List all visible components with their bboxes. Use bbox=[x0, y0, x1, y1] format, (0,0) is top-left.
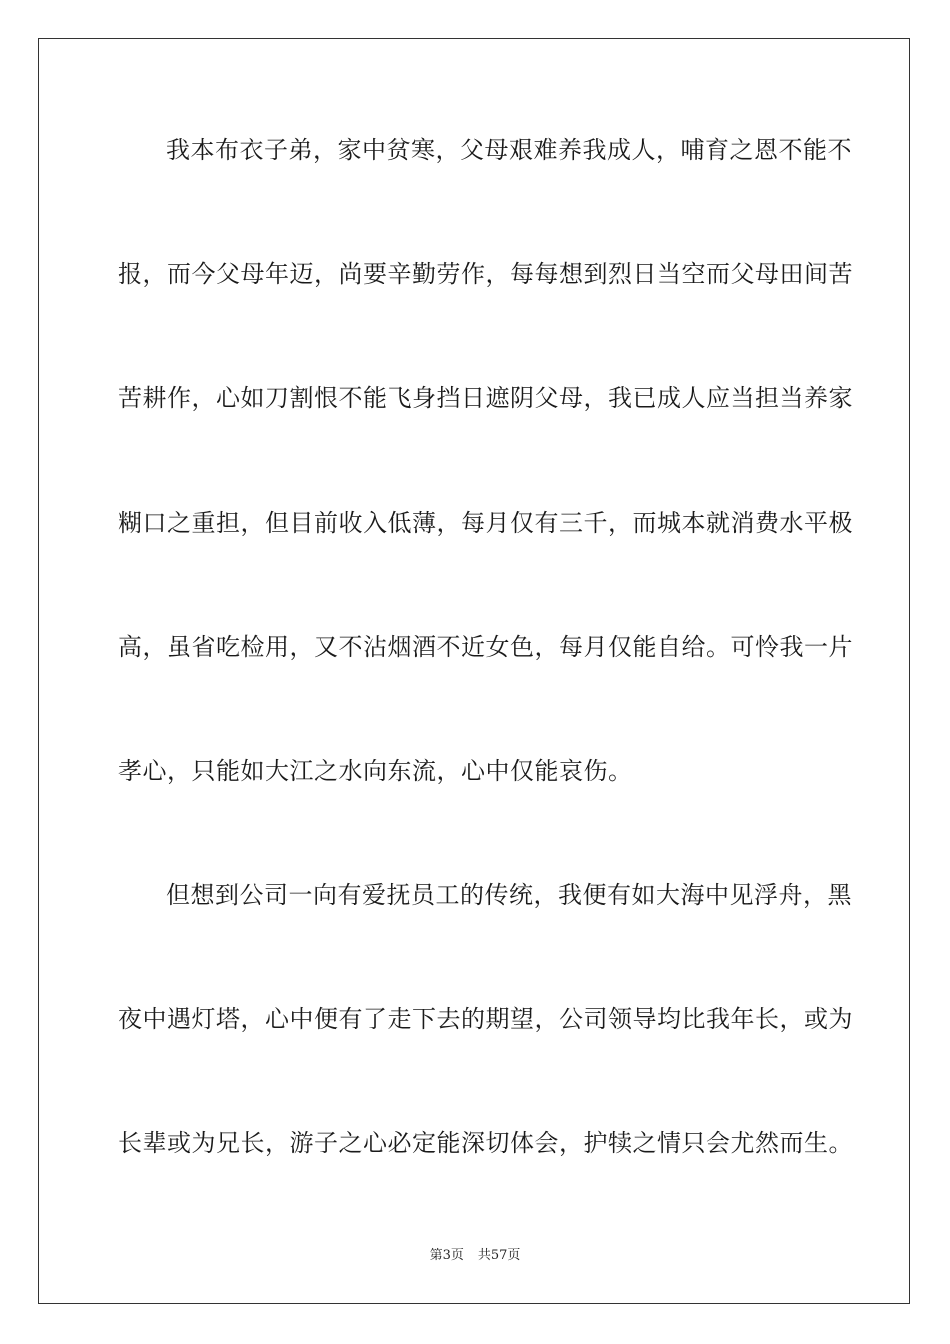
current-page-number: 第3页 bbox=[429, 1248, 464, 1263]
paragraph-2-line-3: 长辈或为兄长，游子之心必定能深切体会，护犊之情只会尤然而生。 bbox=[118, 1129, 853, 1157]
paragraph-1-line-1: 我本布衣子弟，家中贫寒，父母艰难养我成人，哺育之恩不能不 bbox=[166, 136, 852, 164]
page-border bbox=[38, 38, 910, 1304]
total-page-count: 共57页 bbox=[477, 1248, 521, 1263]
page-footer bbox=[0, 1247, 950, 1265]
paragraph-1-line-3: 苦耕作，心如刀割恨不能飞身挡日遮阴父母，我已成人应当担当养家 bbox=[118, 384, 853, 412]
paragraph-2-line-2: 夜中遇灯塔，心中便有了走下去的期望，公司领导均比我年长，或为 bbox=[118, 1005, 853, 1033]
paragraph-1-line-6: 孝心，只能如大江之水向东流，心中仅能哀伤。 bbox=[118, 757, 633, 785]
paragraph-1-line-5: 高，虽省吃检用，又不沾烟酒不近女色，每月仅能自给。可怜我一片 bbox=[118, 633, 853, 661]
paragraph-1-line-2: 报，而今父母年迈，尚要辛勤劳作，每每想到烈日当空而父母田间苦 bbox=[118, 260, 853, 288]
paragraph-1-line-4: 糊口之重担，但目前收入低薄，每月仅有三千，而城本就消费水平极 bbox=[118, 509, 853, 537]
paragraph-2-line-1: 但想到公司一向有爱抚员工的传统，我便有如大海中见浮舟，黑 bbox=[166, 881, 852, 909]
